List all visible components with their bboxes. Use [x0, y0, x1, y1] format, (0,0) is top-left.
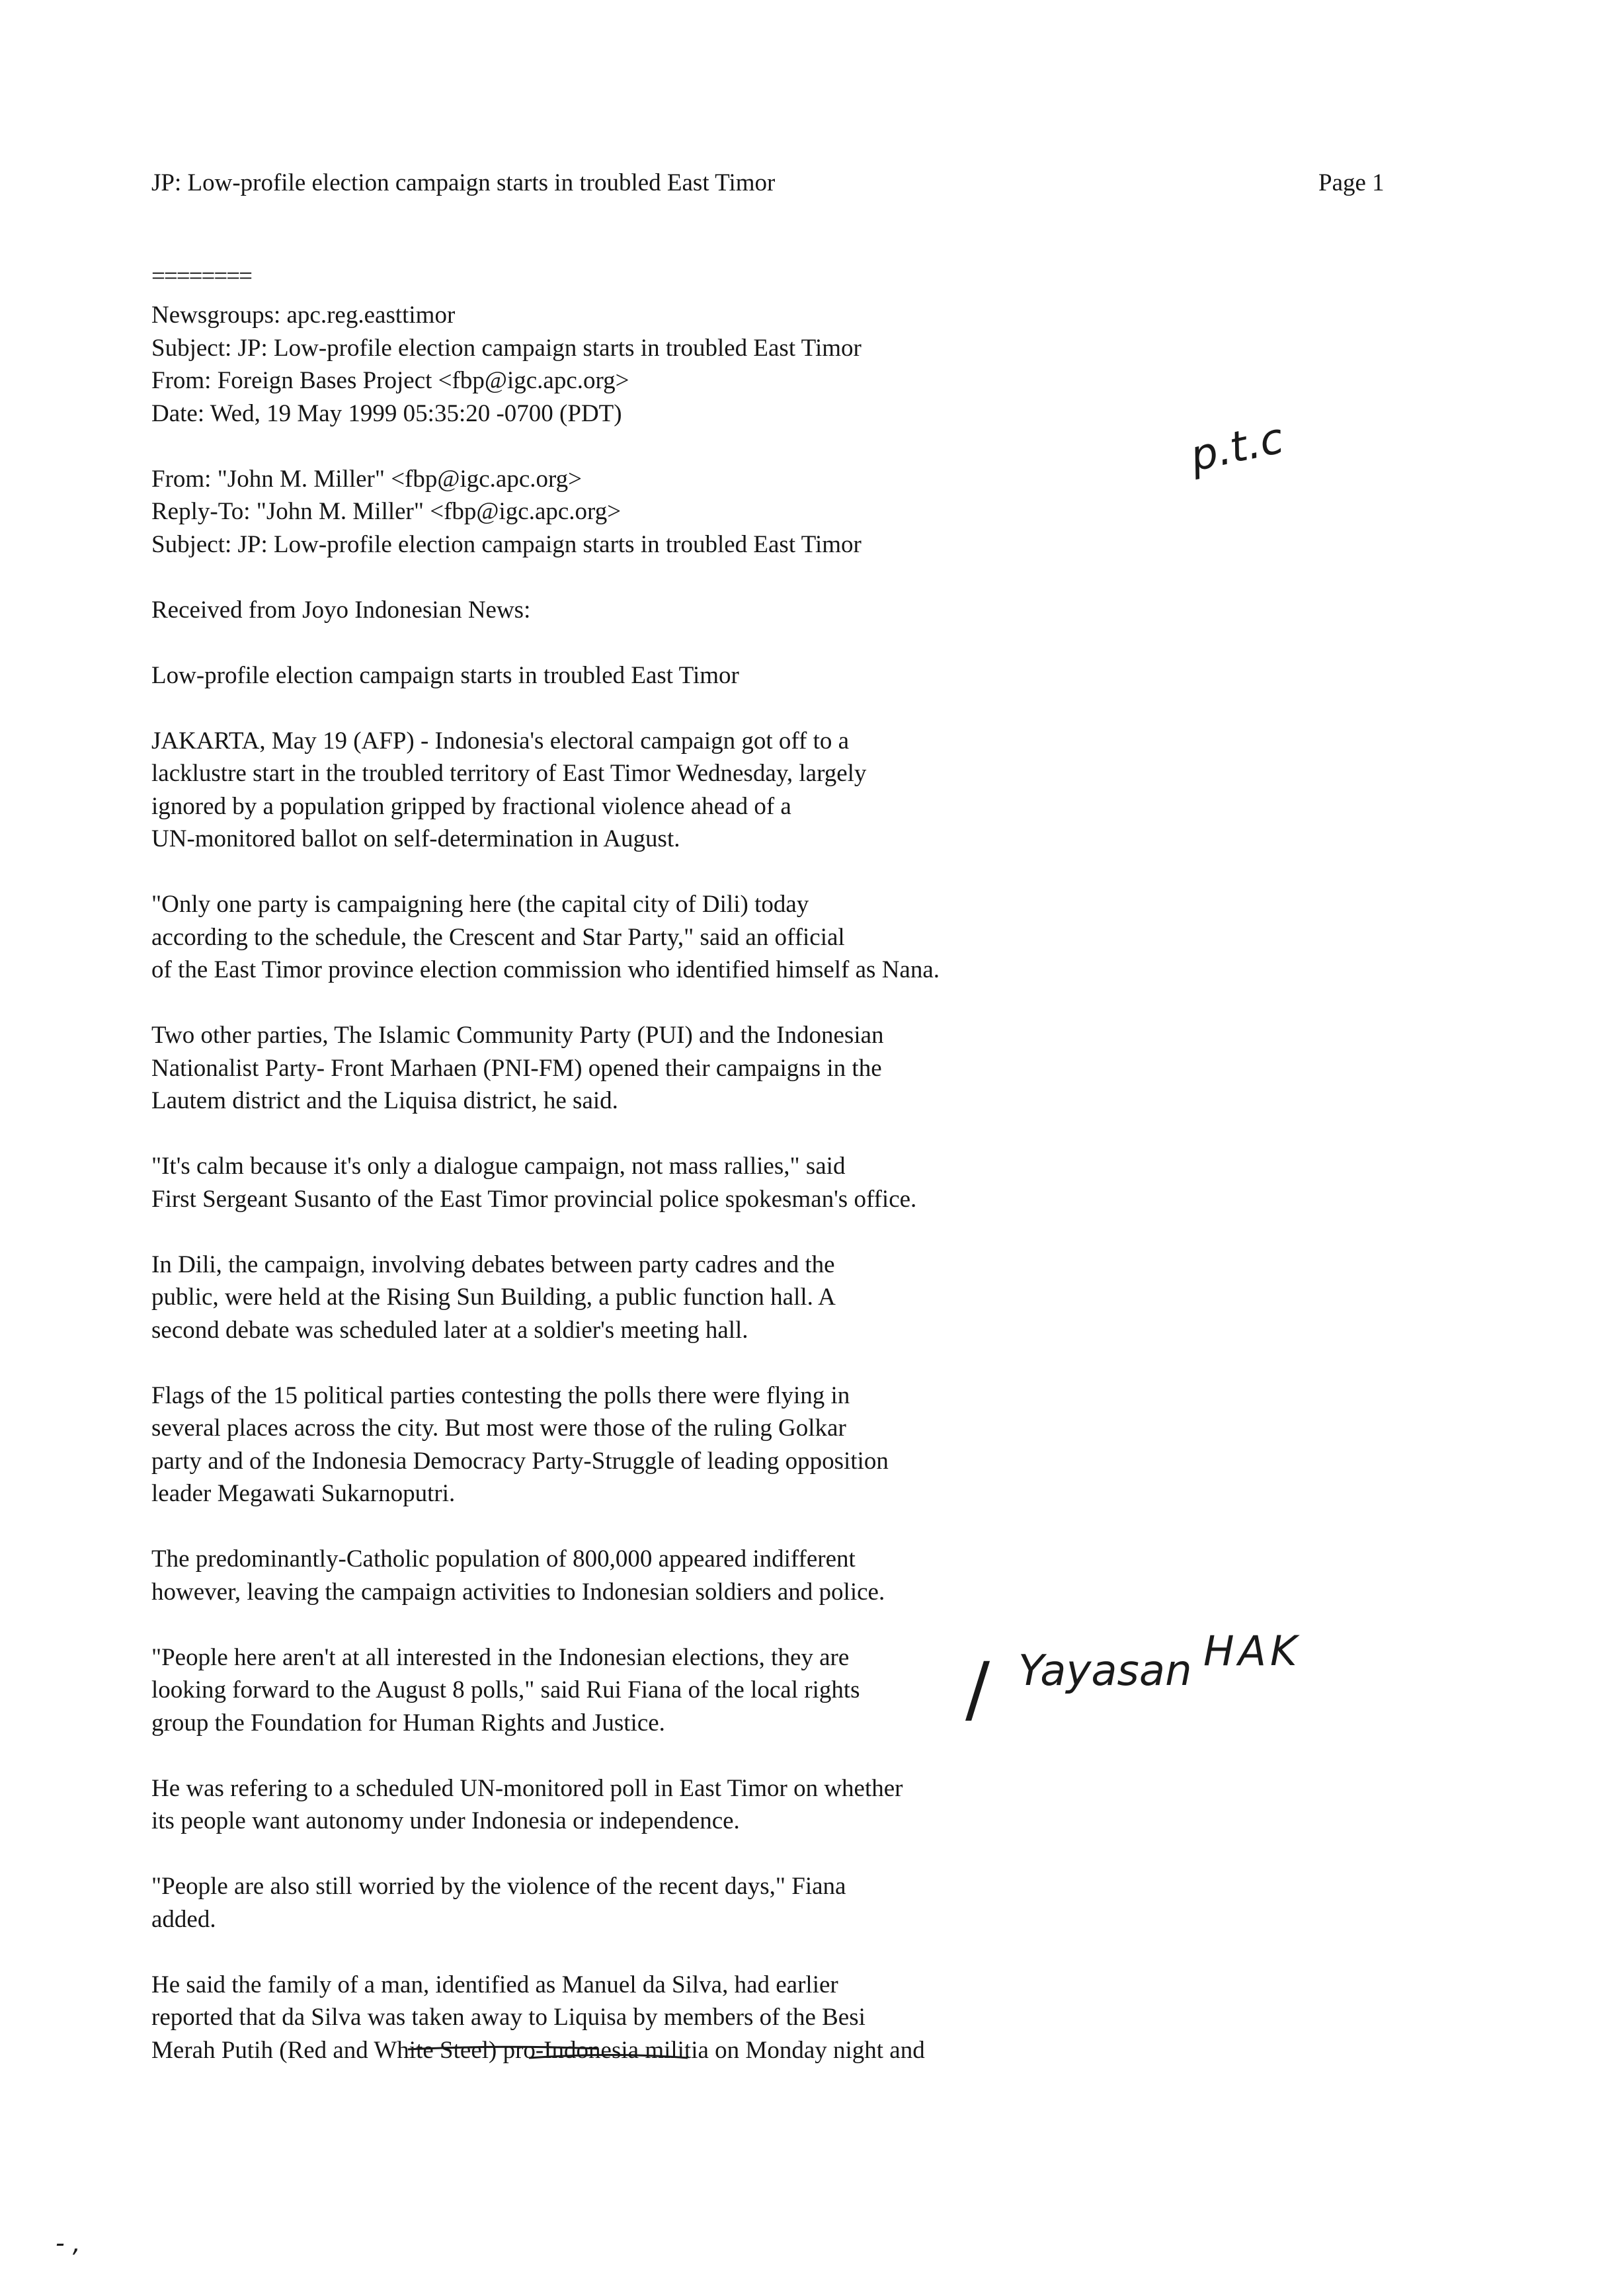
forward-subject-line: Subject: JP: Low-profile election campaign starts in troubled East Timor — [151, 530, 862, 558]
paragraph-8: "People here aren't at all interested in the Indonesian elections, they are looking forward to the August 8 polls," said Rui Fiana of the local rights group the Foundation for Human Rights and Justice. — [151, 1643, 860, 1737]
page-header-title: JP: Low-profile election campaign starts in troubled East Timor — [151, 169, 776, 196]
newsgroups-line: Newsgroups: apc.reg.easttimor — [151, 302, 456, 329]
handwritten-slash: / — [965, 1647, 990, 1731]
forward-header — [151, 463, 1275, 561]
paragraph-9: He was refering to a scheduled UN-monitored poll in East Timor on whether its people want autonomy under Indonesia or independence. — [151, 1774, 903, 1834]
paragraph-7: The predominantly-Catholic population of 800,000 appeared indifferent however, leaving the campaign activities to Indonesian soldiers and police. — [151, 1545, 885, 1606]
handwritten-hak: HAK — [1203, 1627, 1301, 1675]
handwritten-footer-mark: - , — [56, 2229, 81, 2258]
paragraph-6: Flags of the 15 political parties contesting the polls there were flying in several places across the city. But most were those of the ruling Golkar party and of the Indonesia Democracy Party-Struggle of leading opposition leader Megawati Sukarnoputri. — [151, 1381, 889, 1507]
paragraph-2: "Only one party is campaigning here (the capital city of Dili) today according to the schedule, the Crescent and Star Party," said an official of the East Timor province election commission who identified himself as Nana. — [151, 891, 940, 983]
received-line: Received from Joyo Indonesian News: — [151, 596, 531, 624]
paragraph-5: In Dili, the campaign, involving debates between party cadres and the public, were held at the Rising Sun Building, a public function hall. A second debate was scheduled later at a soldier's meeting hall. — [151, 1250, 836, 1344]
page-number: Page 1 — [1318, 169, 1385, 196]
paragraph-11: He said the family of a man, identified as Manuel da Silva, had earlier reported that da Silva was taken away to Liquisa by members of the Besi Merah Putih (Red and White Steel) pro-Indonesia militia on Monday night and — [151, 1971, 925, 2064]
paragraph-1: JAKARTA, May 19 (AFP) - Indonesia's electoral campaign got off to a lacklustre start in the troubled territory of East Timor Wednesday, largely ignored by a population gripped by fractional violence ahead of a UN-monitored ballot on self-determination in August. — [151, 727, 867, 852]
forward-from-line: From: "John M. Miller" <fbp@igc.apc.org> — [151, 465, 583, 493]
reply-to-line: Reply-To: "John M. Miller" <fbp@igc.apc.org> — [151, 498, 622, 525]
date-line: Date: Wed, 19 May 1999 05:35:20 -0700 (PDT) — [151, 399, 622, 427]
paragraph-10: "People are also still worried by the violence of the recent days," Fiana added. — [151, 1873, 846, 1933]
paragraph-4: "It's calm because it's only a dialogue campaign, not mass rallies," said First Sergeant Susanto of the East Timor provincial police spokesman's office. — [151, 1153, 917, 1213]
handwritten-initials: p.t.c — [1186, 414, 1288, 481]
paragraph-3: Two other parties, The Islamic Community Party (PUI) and the Indonesian Nationalist Party- Front Marhaen (PNI-FM) opened their campaigns in the Lautem district and the Liquisa district, he said. — [151, 1022, 884, 1114]
handwritten-yayasan: Yayasan — [1018, 1647, 1192, 1696]
document-body — [151, 299, 1275, 2100]
subject-line: Subject: JP: Low-profile election campaign starts in troubled East Timor — [151, 334, 862, 362]
email-header — [151, 299, 1275, 430]
article-title: Low-profile election campaign starts in troubled East Timor — [151, 661, 739, 689]
separator-line: ======== — [151, 263, 251, 290]
from-line: From: Foreign Bases Project <fbp@igc.apc.org> — [151, 367, 629, 394]
